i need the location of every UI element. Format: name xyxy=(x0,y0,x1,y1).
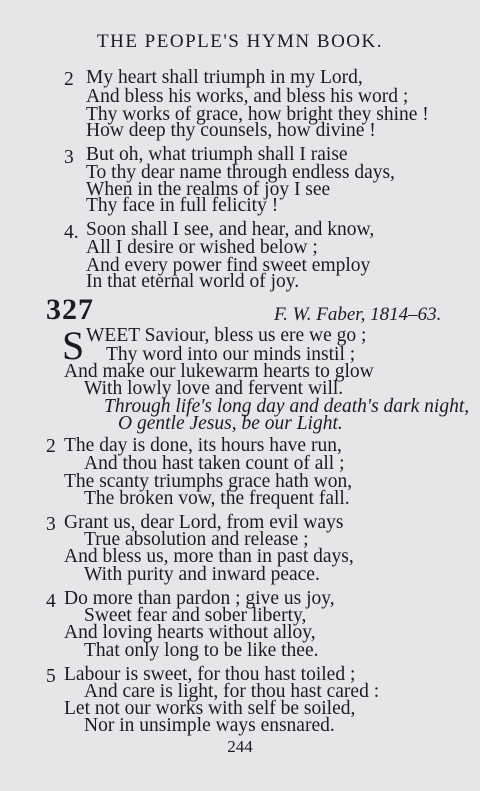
verse-line: WEET Saviour, bless us ere we go ; xyxy=(86,325,367,346)
verse-line: How deep thy counsels, how divine ! xyxy=(86,120,376,141)
page-number: 244 xyxy=(227,737,253,756)
verse-line: The day is done, its hours have run, xyxy=(64,435,342,456)
verse-line: Grant us, dear Lord, from evil ways xyxy=(64,512,344,533)
verse-line: And care is light, for thou hast cared : xyxy=(84,681,380,702)
verse-line: With purity and inward peace. xyxy=(84,564,320,585)
verse-line: But oh, what triumph shall I raise xyxy=(86,144,348,165)
verse-number: 2 xyxy=(46,436,56,457)
verse-line: And make our lukewarm hearts to glow xyxy=(64,361,374,382)
verse-line: Nor in unsimple ways ensnared. xyxy=(84,715,335,736)
refrain-line: O gentle Jesus, be our Light. xyxy=(118,413,343,434)
verse-line: With lowly love and fervent will. xyxy=(84,378,344,399)
verse-line: Sweet fear and sober liberty, xyxy=(84,605,307,626)
verse-line: That only long to be like thee. xyxy=(84,640,319,661)
verse-number: 4 xyxy=(46,591,56,612)
running-header: THE PEOPLE'S HYMN BOOK. xyxy=(97,31,383,52)
verse-line: In that eternal world of joy. xyxy=(86,271,300,292)
verse-line: My heart shall triumph in my Lord, xyxy=(86,67,363,88)
verse-line: When in the realms of joy I see xyxy=(86,179,331,200)
verse-line: Let not our works with self be soiled, xyxy=(64,698,356,719)
verse-line: And bless his works, and bless his word ; xyxy=(86,86,409,107)
verse-line: To thy dear name through endless days, xyxy=(86,162,395,183)
verse-line: Thy works of grace, how bright they shine ! xyxy=(86,104,429,125)
verse-number: 3 xyxy=(64,147,74,168)
verse-line: Do more than pardon ; give us joy, xyxy=(64,588,335,609)
verse-number: 4. xyxy=(64,222,79,243)
verse-number: 3 xyxy=(46,514,56,535)
verse-line: True absolution and release ; xyxy=(84,529,309,550)
verse-line: And thou hast taken count of all ; xyxy=(84,453,345,474)
drop-cap: S xyxy=(62,323,85,368)
verse-number: 2 xyxy=(64,69,74,90)
verse-line: Soon shall I see, and hear, and know, xyxy=(86,219,375,240)
verse-line: And every power find sweet employ xyxy=(86,255,371,276)
hymn-number: 327 xyxy=(46,293,94,326)
verse-line: And bless us, more than in past days, xyxy=(64,546,354,567)
verse-line: Labour is sweet, for thou hast toiled ; xyxy=(64,664,356,685)
verse-line: Thy face in full felicity ! xyxy=(86,195,279,216)
hymn-author: F. W. Faber, 1814–63. xyxy=(274,304,442,325)
verse-line: Thy word into our minds instil ; xyxy=(106,344,356,365)
verse-line: And loving hearts without alloy, xyxy=(64,622,316,643)
verse-line: All I desire or wished below ; xyxy=(86,237,318,258)
verse-number: 5 xyxy=(46,666,56,687)
verse-line: The broken vow, the frequent fall. xyxy=(84,488,350,509)
refrain-line: Through life's long day and death's dark night, xyxy=(104,396,470,417)
verse-line: The scanty triumphs grace hath won, xyxy=(64,471,353,492)
